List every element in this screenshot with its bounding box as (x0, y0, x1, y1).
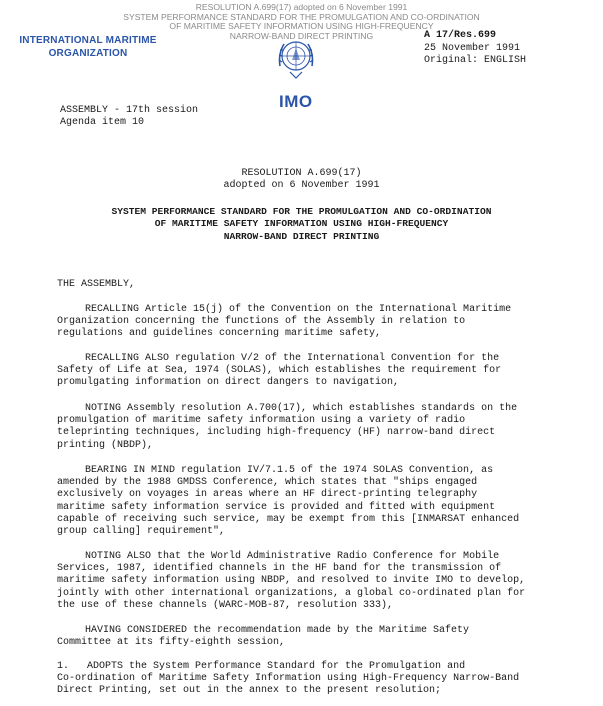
paragraph-line: NOTING ALSO that the World Administrative Radio Conference for Mobile (85, 551, 500, 562)
paragraph-line: regulations and guidelines concerning maritime safety, (57, 328, 382, 340)
paragraph-line: Committee at its fifty-eighth session, (57, 637, 286, 649)
paragraph-line: maritime safety information using NBDP, and resolved to invite IMO to develop, (57, 575, 526, 587)
document-title-line: OF MARITIME SAFETY INFORMATION USING HIGH-FREQUENCY (154, 218, 449, 230)
paragraph-line: Organization concerning the functions of the Assembly in relation to (57, 316, 466, 328)
running-header-line: OF MARITIME SAFETY INFORMATION USING HIGH-FREQUENCY (169, 21, 434, 32)
paragraph-line: printing (NBDP), (57, 439, 154, 451)
document-reference (424, 30, 526, 68)
running-header-line: RESOLUTION A.699(17) adopted on 6 November 1991 (195, 2, 408, 12)
running-header-line: SYSTEM PERFORMANCE STANDARD FOR THE PROMULGATION AND CO-ORDINATION (123, 11, 480, 22)
paragraph-line: group calling] requirement", (57, 526, 226, 538)
preamble-paragraph (57, 551, 557, 612)
un-emblem-icon (274, 36, 318, 80)
paragraph-line: amended by the 1988 GMDSS Conference, which states that "ships engaged (57, 477, 478, 489)
document-title-line: SYSTEM PERFORMANCE STANDARD FOR THE PROMULGATION AND CO-ORDINATION (111, 206, 492, 217)
preamble-paragraph (57, 465, 557, 538)
paragraph-line: RECALLING Article 15(j) of the Convention on the International Maritime (85, 304, 512, 315)
paragraph-line: Safety of Life at Sea, 1974 (SOLAS), which establishes the requirement for (57, 365, 502, 377)
resolution-heading (0, 168, 603, 193)
document-title-line: NARROW-BAND DIRECT PRINTING (223, 230, 380, 242)
paragraph-line: Services, 1987, identified channels in the HF band for the transmission of (57, 563, 502, 575)
document-language: Original: ENGLISH (424, 55, 527, 67)
imo-logo-text: IMO (279, 92, 313, 111)
paragraph-line: exclusively on voyages in areas where an HF direct-printing telegraphy (57, 489, 478, 501)
paragraph-line: capable of receiving such service, may be exempt from this [INMARSAT enhanced (57, 513, 520, 525)
paragraph-line: RECALLING ALSO regulation V/2 of the International Convention for the (85, 353, 500, 364)
document-title (0, 206, 603, 243)
paragraph-line: jointly with other international organizations, a global co-ordinated plan for (57, 587, 526, 599)
operative-paragraph (57, 661, 557, 698)
paragraph-line: Co-ordination of Maritime Safety Information using High-Frequency Narrow-Band (57, 673, 520, 685)
resolution-adopted-date: adopted on 6 November 1991 (223, 180, 380, 192)
preamble-paragraph (57, 353, 557, 390)
preamble-paragraph (57, 625, 557, 649)
resolution-number: RESOLUTION A.699(17) (241, 168, 362, 179)
paragraph-line: HAVING CONSIDERED the recommendation made by the Maritime Safety (85, 625, 470, 636)
paragraph-line: 1. ADOPTS the System Performance Standard for the Promulgation and (57, 661, 466, 672)
assembly-info (60, 105, 198, 130)
paragraph-line: teleprinting techniques, including high-frequency (HF) narrow-band direct (57, 427, 496, 439)
paragraph-line: promulgating information on direct dangers to navigation, (57, 377, 400, 389)
preamble-paragraph (57, 304, 557, 341)
paragraph-line: the use of these channels (WARC-MOB-87, resolution 333), (57, 599, 394, 611)
paragraph-line: NOTING Assembly resolution A.700(17), which establishes standards on the (85, 403, 518, 414)
organization-name (13, 34, 163, 60)
the-assembly-heading: THE ASSEMBLY, (57, 279, 136, 290)
document-code: A 17/Res.699 (424, 30, 497, 41)
paragraph-line: BEARING IN MIND regulation IV/7.1.5 of the 1974 SOLAS Convention, as (85, 465, 494, 476)
paragraph-line: maritime safety information service is provided and fitted with equipment (57, 501, 496, 513)
paragraph-line: Direct Printing, set out in the annex to the present resolution; (57, 685, 442, 697)
organization-name-line: INTERNATIONAL MARITIME (19, 35, 157, 46)
paragraph-line: promulgation of maritime safety information using a variety of radio (57, 415, 466, 427)
running-header-line: NARROW-BAND DIRECT PRINTING (229, 30, 374, 41)
document-date: 25 November 1991 (424, 42, 521, 54)
agenda-item: Agenda item 10 (60, 117, 145, 129)
preamble-paragraph (57, 403, 557, 452)
organization-name-line: ORGANIZATION (48, 48, 128, 59)
assembly-session: ASSEMBLY - 17th session (60, 105, 199, 116)
